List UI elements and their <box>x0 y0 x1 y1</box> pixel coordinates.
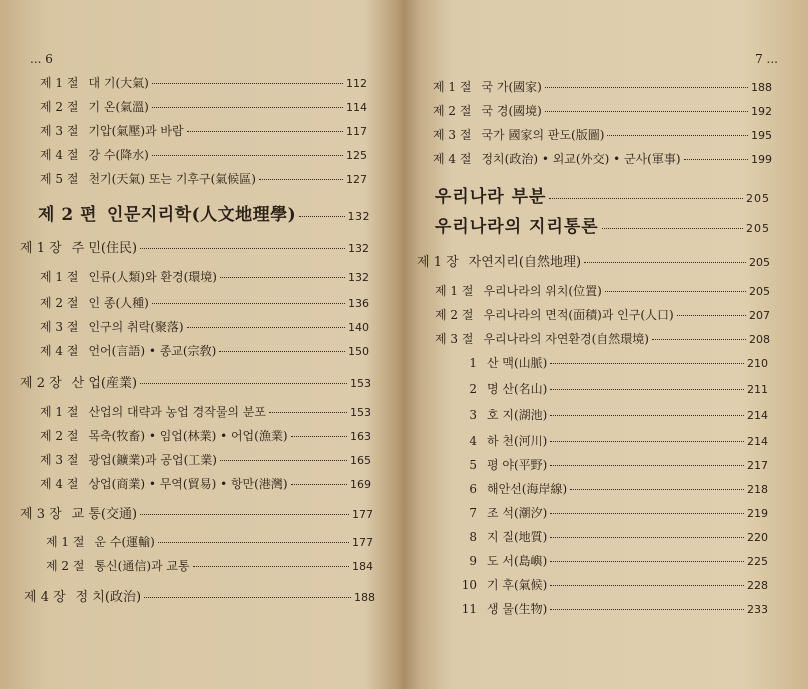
dot-leader <box>550 441 744 442</box>
entry-page: 188 <box>751 81 772 94</box>
entry-page: 218 <box>747 483 768 496</box>
toc-subentry <box>453 552 768 569</box>
entry-page: 205 <box>749 285 770 298</box>
entry-title: 호 지(湖池) <box>487 408 548 422</box>
toc-entry <box>40 451 371 468</box>
toc-entry <box>40 342 369 359</box>
entry-page: 205 <box>749 256 770 269</box>
entry-title: 산 맥(山脈) <box>487 356 548 370</box>
entry-page: 169 <box>350 478 371 491</box>
entry-page: 188 <box>354 591 375 604</box>
entry-prefix: 제 2 편 <box>38 205 98 225</box>
entry-title: 기 온(氣溫) <box>88 100 149 114</box>
toc-entry <box>40 403 371 420</box>
entry-page: 163 <box>350 430 371 443</box>
entry-title: 국 가(國家) <box>481 80 542 94</box>
entry-page: 177 <box>352 536 373 549</box>
entry-page: 217 <box>747 459 768 472</box>
entry-title: 산업의 대략과 농업 경작물의 분포 <box>88 405 267 419</box>
toc-chapter-entry <box>20 503 373 522</box>
dot-leader <box>152 83 343 84</box>
dot-leader <box>140 514 349 515</box>
dot-leader <box>550 561 744 562</box>
entry-prefix: 제 1 절 <box>40 76 79 90</box>
toc-entry <box>433 102 772 119</box>
entry-page: 127 <box>346 173 367 186</box>
dot-leader <box>545 87 748 88</box>
entry-title: 인 종(人種) <box>88 296 149 310</box>
dot-leader <box>140 383 347 384</box>
dot-leader <box>152 303 345 304</box>
entry-page: 192 <box>751 105 772 118</box>
toc-entry <box>433 150 772 167</box>
toc-entry <box>40 427 371 444</box>
dot-leader <box>550 537 744 538</box>
dot-leader <box>219 351 345 352</box>
entry-title: 언어(言語) • 종교(宗敎) <box>88 344 217 358</box>
entry-prefix: 제 3 절 <box>40 124 79 138</box>
toc-entry <box>40 294 369 311</box>
entry-prefix: 제 2 절 <box>435 308 474 322</box>
entry-page: 210 <box>747 357 768 370</box>
toc-entry <box>46 557 373 574</box>
entry-title: 운 수(運輸) <box>94 535 155 549</box>
entry-title: 목축(牧畜) • 임업(林業) • 어업(漁業) <box>88 429 288 443</box>
entry-title: 국가 國家의 판도(版圖) <box>481 128 605 142</box>
toc-entry <box>40 122 367 139</box>
entry-title: 도 서(島嶼) <box>487 554 548 568</box>
entry-title: 우리나라의 자연환경(自然環境) <box>483 332 649 346</box>
dot-leader <box>550 415 744 416</box>
entry-title: 인구의 취락(聚落) <box>88 320 184 334</box>
page-number: ... 6 <box>30 52 53 66</box>
left-page <box>0 0 395 689</box>
entry-title: 정치(政治) • 외교(外交) • 군사(軍事) <box>481 152 681 166</box>
entry-prefix: 9 <box>469 554 477 568</box>
entry-prefix: 6 <box>469 482 477 496</box>
toc-chapter-entry <box>20 237 369 256</box>
entry-page: 199 <box>751 153 772 166</box>
entry-title: 해안선(海岸線) <box>487 482 568 496</box>
entry-page: 112 <box>346 77 367 90</box>
entry-page: 220 <box>747 531 768 544</box>
entry-prefix: 4 <box>469 434 477 448</box>
toc-entry <box>40 98 367 115</box>
dot-leader <box>550 585 744 586</box>
entry-title: 산 업(産業) <box>71 376 138 391</box>
entry-prefix: 제 1 절 <box>40 405 79 419</box>
toc-subentry <box>453 406 768 423</box>
toc-entry <box>435 306 770 323</box>
entry-prefix: 3 <box>469 408 477 422</box>
toc-entry <box>40 146 367 163</box>
entry-page: 219 <box>747 507 768 520</box>
dot-leader <box>144 597 351 598</box>
dot-leader <box>291 436 347 437</box>
entry-title: 정 치(政治) <box>75 590 142 605</box>
toc-chapter-entry <box>20 372 371 391</box>
entry-page: 150 <box>348 345 369 358</box>
entry-prefix: 5 <box>469 458 477 472</box>
entry-prefix: 제 3 절 <box>433 128 472 142</box>
entry-title: 강 수(降水) <box>88 148 149 162</box>
right-page <box>405 0 808 689</box>
toc-entry <box>40 74 367 91</box>
dot-leader <box>652 339 746 340</box>
dot-leader <box>550 609 744 610</box>
entry-page: 114 <box>346 101 367 114</box>
dot-leader <box>140 248 345 249</box>
entry-prefix: 제 4 장 <box>24 590 66 605</box>
entry-title: 우리나라의 면적(面積)과 인구(人口) <box>483 308 674 322</box>
entry-prefix: 제 2 절 <box>46 559 85 573</box>
entry-prefix: 제 1 장 <box>417 255 459 270</box>
entry-prefix: 제 5 절 <box>40 172 79 186</box>
entry-title: 천기(天氣) 또는 기후구(氣候區) <box>88 172 256 186</box>
entry-prefix: 제 1 장 <box>20 241 62 256</box>
entry-page: 132 <box>347 210 370 223</box>
entry-title: 생 물(生物) <box>487 602 548 616</box>
dot-leader <box>152 107 343 108</box>
toc-subentry <box>453 600 768 617</box>
entry-title: 조 석(潮汐) <box>487 506 548 520</box>
dot-leader <box>187 131 343 132</box>
entry-title: 평 야(平野) <box>487 458 548 472</box>
toc-entry <box>433 78 772 95</box>
entry-prefix: 제 2 장 <box>20 376 62 391</box>
entry-prefix: 제 3 절 <box>40 320 79 334</box>
entry-page: 214 <box>747 409 768 422</box>
dot-leader <box>291 484 347 485</box>
entry-title: 인문지리학(人文地理學) <box>107 205 297 225</box>
entry-title: 상업(商業) • 무역(貿易) • 항만(港灣) <box>88 477 288 491</box>
toc-chapter-entry <box>24 586 375 605</box>
entry-page: 132 <box>348 242 369 255</box>
dot-leader <box>550 513 744 514</box>
entry-title: 통신(通信)과 교통 <box>94 559 190 573</box>
entry-title: 자연지리(自然地理) <box>468 255 582 270</box>
toc-subentry <box>453 354 768 371</box>
entry-prefix: 1 <box>469 356 477 370</box>
toc-part-entry <box>38 200 370 225</box>
toc-subentry <box>453 576 768 593</box>
entry-page: 132 <box>348 271 369 284</box>
toc-division-entry <box>435 212 770 237</box>
entry-prefix: 2 <box>469 382 477 396</box>
entry-page: 184 <box>352 560 373 573</box>
dot-leader <box>193 566 349 567</box>
entry-prefix: 제 2 절 <box>40 296 79 310</box>
entry-page: 153 <box>350 406 371 419</box>
toc-entry <box>40 475 371 492</box>
toc-entry <box>40 268 369 285</box>
toc-entry <box>435 282 770 299</box>
dot-leader <box>545 111 748 112</box>
entry-title: 하 천(河川) <box>487 434 548 448</box>
entry-title: 대 기(大氣) <box>88 76 149 90</box>
toc-entry <box>435 330 770 347</box>
entry-page: 228 <box>747 579 768 592</box>
toc-subentry <box>453 456 768 473</box>
entry-prefix: 11 <box>461 602 477 616</box>
entry-page: 136 <box>348 297 369 310</box>
dot-leader <box>152 155 343 156</box>
entry-prefix: 10 <box>461 578 477 592</box>
dot-leader <box>550 363 744 364</box>
entry-prefix: 제 3 장 <box>20 507 62 522</box>
entry-prefix: 8 <box>469 530 477 544</box>
toc-subentry <box>453 432 768 449</box>
entry-page: 211 <box>747 383 768 396</box>
dot-leader <box>187 327 345 328</box>
entry-title: 기압(氣壓)과 바람 <box>88 124 184 138</box>
entry-page: 117 <box>346 125 367 138</box>
entry-prefix: 제 2 절 <box>40 100 79 114</box>
entry-page: 177 <box>352 508 373 521</box>
dot-leader <box>220 277 345 278</box>
entry-prefix: 7 <box>469 506 477 520</box>
dot-leader <box>607 135 748 136</box>
toc-entry <box>433 126 772 143</box>
entry-page: 165 <box>350 454 371 467</box>
toc-subentry <box>453 480 768 497</box>
entry-title: 광업(鑛業)과 공업(工業) <box>88 453 217 467</box>
dot-leader <box>684 159 748 160</box>
entry-page: 233 <box>747 603 768 616</box>
dot-leader <box>158 542 349 543</box>
entry-prefix: 제 1 절 <box>433 80 472 94</box>
entry-page: 205 <box>746 222 770 235</box>
entry-page: 225 <box>747 555 768 568</box>
entry-prefix: 제 4 절 <box>433 152 472 166</box>
dot-leader <box>602 228 743 229</box>
entry-prefix: 제 3 절 <box>435 332 474 346</box>
entry-page: 207 <box>749 309 770 322</box>
dot-leader <box>677 315 746 316</box>
toc-entry <box>46 533 373 550</box>
entry-prefix: 제 1 절 <box>40 270 79 284</box>
entry-page: 195 <box>751 129 772 142</box>
entry-prefix: 제 1 절 <box>435 284 474 298</box>
entry-prefix: 제 4 절 <box>40 477 79 491</box>
dot-leader <box>259 179 343 180</box>
entry-title: 우리나라의 위치(位置) <box>483 284 602 298</box>
entry-title: 인류(人類)와 환경(環境) <box>88 270 217 284</box>
dot-leader <box>584 262 746 263</box>
entry-prefix: 제 2 절 <box>40 429 79 443</box>
entry-title: 우리나라 부분 <box>435 187 547 207</box>
toc-entry <box>40 318 369 335</box>
page-number: 7 ... <box>755 52 778 66</box>
toc-division-entry <box>435 182 770 207</box>
entry-page: 153 <box>350 377 371 390</box>
dot-leader <box>605 291 746 292</box>
entry-title: 지 질(地質) <box>487 530 548 544</box>
toc-subentry <box>453 380 768 397</box>
entry-page: 208 <box>749 333 770 346</box>
toc-chapter-entry <box>417 251 770 270</box>
dot-leader <box>550 465 744 466</box>
toc-entry <box>40 170 367 187</box>
entry-title: 국 경(國境) <box>481 104 542 118</box>
dot-leader <box>269 412 347 413</box>
dot-leader <box>299 216 344 217</box>
dot-leader <box>570 489 744 490</box>
dot-leader <box>549 198 743 199</box>
entry-page: 214 <box>747 435 768 448</box>
entry-title: 명 산(名山) <box>487 382 548 396</box>
entry-prefix: 제 4 절 <box>40 148 79 162</box>
entry-title: 우리나라의 지리통론 <box>435 217 599 237</box>
entry-title: 주 민(住民) <box>71 241 138 256</box>
dot-leader <box>550 389 744 390</box>
entry-prefix: 제 3 절 <box>40 453 79 467</box>
entry-page: 140 <box>348 321 369 334</box>
entry-page: 125 <box>346 149 367 162</box>
entry-title: 기 후(氣候) <box>487 578 548 592</box>
entry-page: 205 <box>746 192 770 205</box>
toc-subentry <box>453 528 768 545</box>
entry-prefix: 제 1 절 <box>46 535 85 549</box>
entry-prefix: 제 2 절 <box>433 104 472 118</box>
dot-leader <box>220 460 347 461</box>
entry-title: 교 통(交通) <box>71 507 138 522</box>
entry-prefix: 제 4 절 <box>40 344 79 358</box>
toc-subentry <box>453 504 768 521</box>
